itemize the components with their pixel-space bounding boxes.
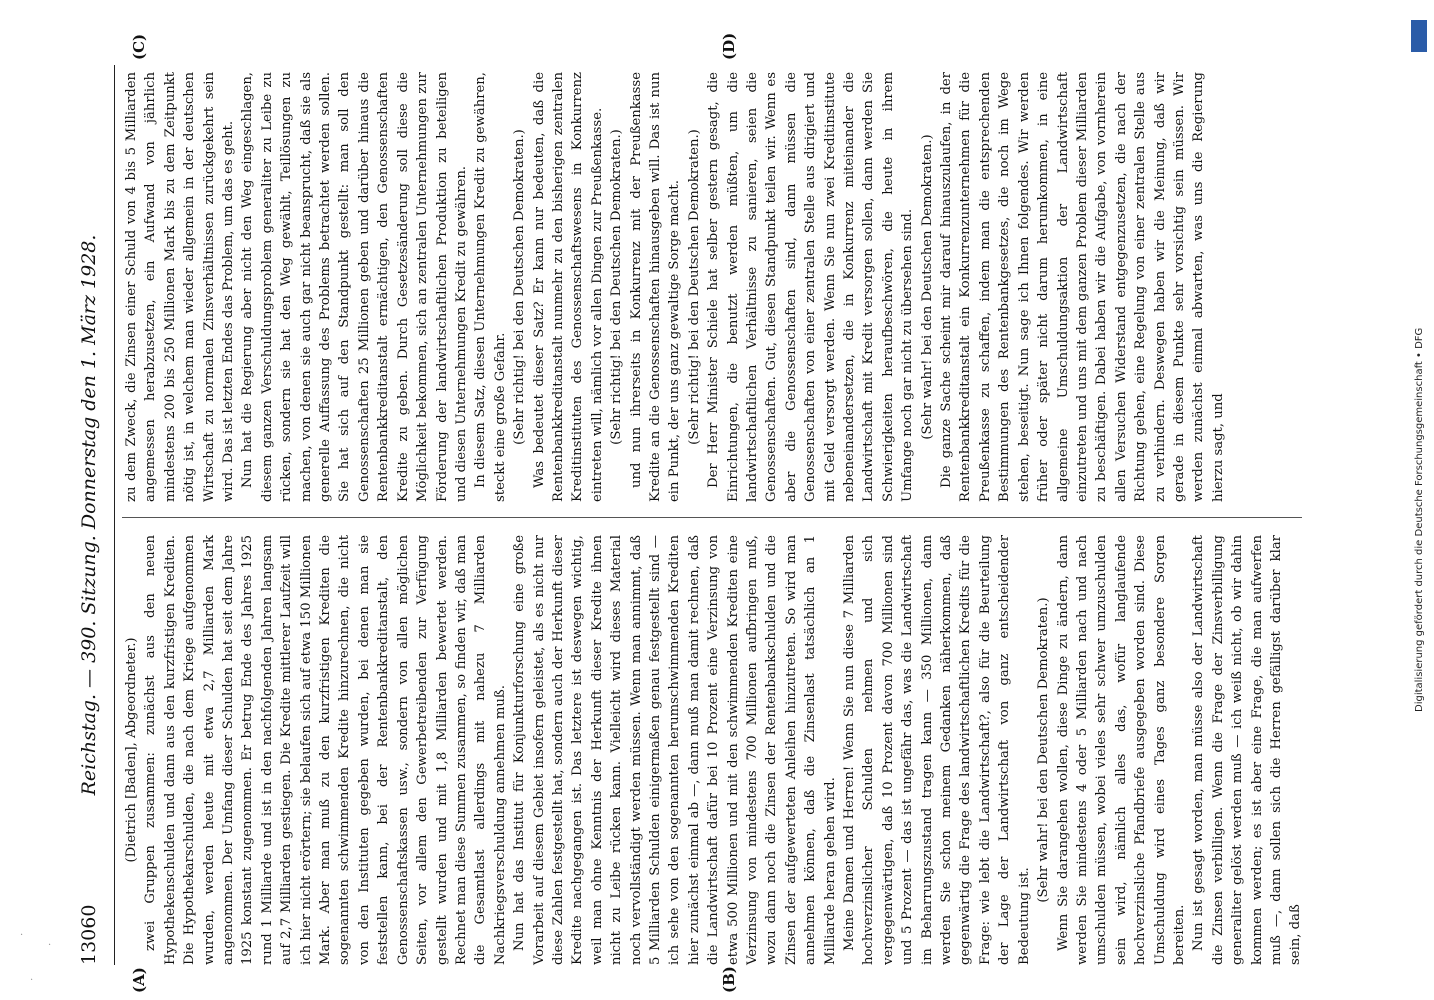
- page-number: 13060: [78, 904, 100, 965]
- paragraph: (Sehr wahr! bei den Deutschen Demokraten.): [919, 134, 935, 440]
- rotated-page-content: [70, 32, 1320, 993]
- dfg-logo-icon: [1411, 20, 1427, 52]
- paragraph: Wenn Sie darangehen wollen, diese Dinge zu ändern, dann werden Sie mindestens 4 oder 5 Milliarden nach und nach umschulden müssen, wobei vieles sehr schwer umzuschulden sein wird, nämlich alles das, wofür langlaufende hochverzinsliche Pfandbriefe ausgegeben worden sind. Diese Umschuldung wird eines Tages ganz besondere Sorgen bereiten.: [1055, 535, 1187, 965]
- header-rule: [114, 65, 115, 965]
- right-column: [122, 72, 1228, 502]
- paragraph: Der Herr Minister Schiele hat selber gestern gesagt, die Einrichtungen, die benutzt werden müßten, um die landwirtschaftlichen Verhältnisse zu sanieren, seien die Genossenschaften. Gut, diesen Standpunkt teilen wir. Wenn es aber die Genossenschaften sind, dann müssen die Genossenschaften von einer zentralen Stelle aus dirigiert und mit Geld versorgt werden. Wenn Sie nun zwei Kreditinstitute nebeneinandersetzen, die in Konkurrenz miteinander die Landwirtschaft mit Kredit versorgen sollen, dann werden Sie Schwierigkeiten heraufbeschwören, die heute in ihrem Umfange noch gar nicht zu übersehen sind.: [706, 72, 916, 502]
- credit-text: Digitalisierung gefördert durch die Deutsche Forschungsgemeinschaft • DFG: [1414, 327, 1425, 712]
- paragraph: Nun hat das Institut für Konjunkturforschung eine große Vorarbeit auf diesem Gebiet insofern geleistet, als es nicht nur diese Zahlen festgestellt hat, sondern auch der Herkunft dieser Kredite nachgegangen ist. Das letztere ist deswegen wichtig, weil man ohne Kenntnis der Herkunft dieser Kredite ihnen nicht zu Leibe rücken kann. Vielleicht wird dieses Material noch vervollständigt werden müssen. Wenn man annimmt, daß 5 Milliarden Schulden einigermaßen genau festgestellt sind — ich sehe von den sogenannten herumschwimmenden Krediten hier zunächst einmal ab —, dann muß man damit rechnen, daß die Landwirtschaft dafür bei 10 Prozent eine Verzinsung von etwa 500 Millionen und mit den schwimmenden Krediten eine Verzinsung von mindestens 700 Millionen aufbringen muß, wozu dann noch die Zinsen der Rentenbankschulden und die Zinsen der aufgewerteten Anleihen hinzutreten. So wird man annehmen können, daß die Zinsenlast tatsächlich an 1 Milliarde heran gehen wird.: [512, 535, 838, 965]
- digitization-credit: [1408, 12, 1430, 982]
- paragraph: Was bedeutet dieser Satz? Er kann nur bedeuten, daß die Rentenbankkreditanstalt nunmehr zu den bisherigen zentralen Kreditinstituten des Genossenschaftswesens in Konkurrenz eintreten will, nämlich vor allen Dingen zur Preußenkasse.: [531, 72, 605, 502]
- paragraph: Nun ist gesagt worden, man müsse also der Landwirtschaft die Zinsen verbilligen. Wenn die Frage der Zinsverbilligung generaliter gelöst werden muß — ich weiß nicht, ob wir dahin kommen werden; es ist aber eine Frage, die man aufwerfen muß —, dann sollen sich die Herren gefälligst darüber klar sein, daß: [1191, 535, 1304, 965]
- paragraph: (Sehr wahr! bei den Deutschen Demokraten.): [1036, 597, 1052, 903]
- margin-mark-c: (C): [130, 33, 148, 60]
- margin-mark-d: (D): [720, 32, 738, 60]
- paragraph: zwei Gruppen zusammen: zunächst aus den neuen Hypothekenschulden und dann aus den kurzfristigen Krediten. Die Hypothekarschulden, die nach dem Kriege aufgenommen wurden, werden heute mit etwa 2,7 Milliarden Mark angenommen. Der Umfang dieser Schulden hat seit dem Jahre 1925 konstant zugenommen. Er betrug Ende des Jahres 1925 rund 1 Milliarde und ist in den nachfolgenden Jahren langsam auf 2,7 Milliarden gestiegen. Die Kredite mittlerer Laufzeit will ich hier nicht erörtern; sie belaufen sich auf etwa 150 Millionen Mark. Aber man muß zu den kurzfristigen Krediten die sogenannten schwimmenden Kredite hinzurechnen, die nicht von den Instituten gegeben wurden, bei denen man sie feststellen kann, bei der Rentenbankkreditanstalt, den Genossenschaftskassen usw., sondern von allen möglichen Seiten, vor allem den Gewerbetreibenden zur Verfügung gestellt wurden und mit 1,8 Milliarden bewertet werden. Rechnet man diese Summen zusammen, so finden wir, daß man die Gesamtlast allerdings mit nahezu 7 Milliarden Nachkriegsverschuldung annehmen muß.: [143, 535, 508, 965]
- paragraph: Die ganze Sache scheint mir darauf hinauszulaufen, in der Rentenbankkreditanstalt ein Konkurrenzunternehmen für die Preußenkasse zu schaffen, indem man die entsprechenden Bestimmungen des Rentenbankgesetzes, die noch im Wege stehen, beseitigt. Nun sage ich Ihnen folgendes. Wir werden früher oder später nicht darum herumkommen, in eine allgemeine Umschuldungsaktion der Landwirtschaft einzutreten und uns mit dem ganzen Problem dieser Milliarden zu beschäftigen. Dabei haben wir die Aufgabe, von vornherein allen Versuchen Widerstand entgegenzusetzen, die nach der Richtung gehen, eine Regelung von einer zentralen Stelle aus zu verhindern. Deswegen haben wir die Meinung, daß wir gerade in diesem Punkte sehr vorsichtig sein müssen. Wir werden zunächst einmal abwarten, was uns die Regierung hierzu sagt, und: [939, 72, 1226, 502]
- scan-speck: ·: [20, 930, 24, 941]
- margin-mark-b: (B): [720, 966, 738, 993]
- running-title: Reichstag. — 390. Sitzung. Donnerstag den 1. März 1928.: [78, 234, 100, 796]
- paragraph: Meine Damen und Herren! Wenn Sie nun diese 7 Milliarden hochverzinslicher Schulden nehmen und sich vergegenwärtigen, daß 10 Prozent davon 700 Millionen sind und 5 Prozent — das ist ungefähr das, was die Landwirtschaft im Beharrungszustand tragen kann — 350 Millionen, dann werden Sie schon meinem Gedanken näherkommen, daß gegenwärtig die Frage des landwirtschaftlichen Kredits für die Frage: wie lebt die Landwirtschaft?, also für die Beurteilung der Lage der Landwirtschaft von ganz entscheidender Bedeutung ist.: [842, 535, 1032, 965]
- paragraph: In diesem Satz, diesen Unternehmungen Kredit zu gewähren, steckt eine große Gefahr.: [473, 72, 508, 502]
- column-divider: [122, 517, 1302, 518]
- margin-mark-a: (A): [130, 967, 148, 993]
- paragraph: (Sehr richtig! bei den Deutschen Demokraten.): [512, 129, 528, 445]
- paragraph: (Dietrich [Baden], Abgeordneter.): [124, 637, 139, 863]
- paragraph: zu dem Zweck, die Zinsen einer Schuld von 4 bis 5 Milliarden angemessen herabzusetzen, ein Aufwand von jährlich mindestens 200 bis 250 Millionen Mark bis zu dem Zeitpunkt nötig ist, in welchem man wieder allgemein in der deutschen Wirtschaft zu normalen Zinsverhältnissen zurückgekehrt sein wird. Das ist letzten Endes das Problem, um das es geht.: [124, 72, 237, 502]
- left-column: [122, 535, 1306, 965]
- paragraph: (Sehr richtig! bei den Deutschen Demokraten.): [609, 129, 625, 445]
- paragraph: Nun hat die Regierung aber nicht den Weg eingeschlagen, diesem ganzen Verschuldungsproblem generaliter zu Leibe zu rücken, sondern sie hat den Weg gewählt, Teillösungen zu machen, von denen sie auch gar nicht beansprucht, daß sie als generelle Auffassung des Problems betrachtet werden sollen. Sie hat sich auf den Standpunkt gestellt: man soll den Genossenschaften 25 Millionen geben und darüber hinaus die Rentenbankkreditanstalt ermächtigen, den Genossenschaften Kredite zu geben. Durch Gesetzesänderung soll diese die Möglichkeit bekommen, sich an zentralen Unternehmungen zur Förderung der landwirtschaftlichen Produktion zu beteiligen und diesen Unternehmungen Kredit zu gewähren.: [240, 72, 469, 502]
- scan-speck: ·: [48, 940, 52, 951]
- paragraph: (Sehr richtig! bei den Deutschen Demokraten.): [686, 129, 702, 445]
- paragraph: und nun ihrerseits in Konkurrenz mit der Preußenkasse Kredite an die Genossenschaften hinausgeben will. Das ist nun ein Punkt, der uns ganz gewaltige Sorge macht.: [628, 72, 683, 502]
- scan-speck: .: [30, 972, 34, 983]
- page-header: [70, 65, 114, 965]
